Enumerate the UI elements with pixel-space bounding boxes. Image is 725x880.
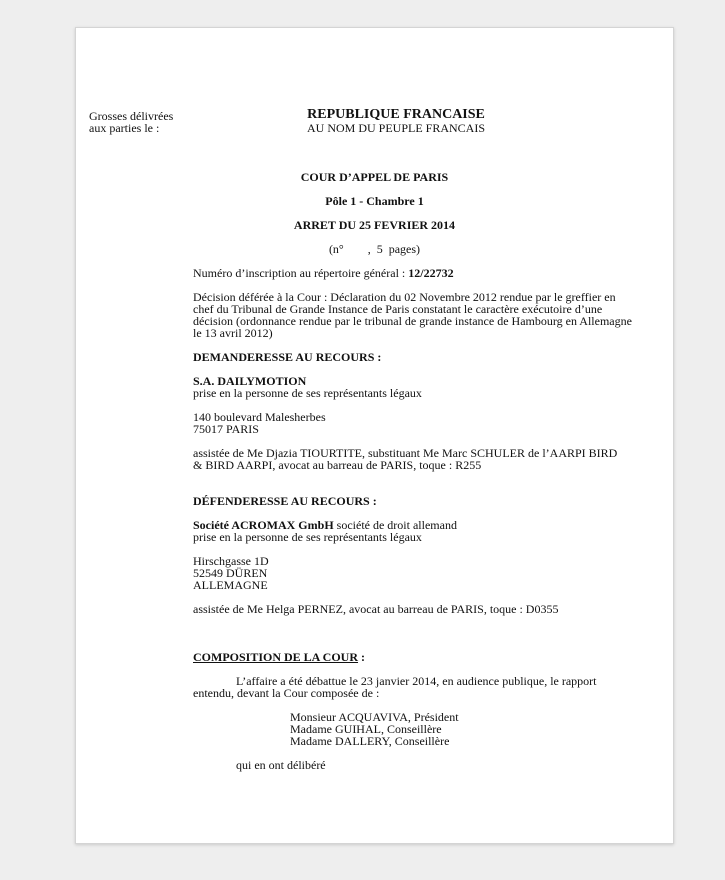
composition-para-line-1: L’affaire a été débattue le 23 janvier 2014, en audience publique, le rapport bbox=[236, 674, 597, 688]
defendant-block bbox=[193, 519, 457, 543]
decision-line-4: le 13 avril 2012) bbox=[193, 326, 273, 340]
document-header bbox=[296, 108, 496, 134]
claimant-counsel-line-2: & BIRD AARPI, avocat au barreau de PARIS, toque : R255 bbox=[193, 458, 482, 472]
defendant-counsel: assistée de Me Helga PERNEZ, avocat au barreau de PARIS, toque : D0355 bbox=[193, 602, 559, 616]
judge-1: Monsieur ACQUAVIVA, Président bbox=[290, 710, 459, 724]
defendant-representation: prise en la personne de ses représentants légaux bbox=[193, 530, 422, 544]
claimant-address bbox=[193, 411, 326, 435]
ruling-date: ARRET DU 25 FEVRIER 2014 bbox=[293, 218, 456, 232]
registry-label: Numéro d’inscription au répertoire général : bbox=[193, 266, 409, 280]
court-chamber: Pôle 1 - Chambre 1 bbox=[325, 194, 424, 208]
court-name: COUR D’APPEL DE PARIS bbox=[300, 170, 449, 184]
margin-note-line-2: aux parties le : bbox=[89, 121, 160, 135]
judges-list bbox=[290, 711, 459, 747]
claimant-counsel bbox=[193, 447, 617, 471]
judge-3: Madame DALLERY, Conseillère bbox=[290, 734, 450, 748]
composition-heading: COMPOSITION DE LA COUR bbox=[193, 650, 359, 664]
claimant-address-line-1: 140 boulevard Malesherbes bbox=[193, 410, 326, 424]
composition-heading-line bbox=[193, 651, 365, 663]
decision-line-3: décision (ordonnance rendue par le tribunal de grande instance de Hambourg en Allemagne bbox=[193, 314, 632, 328]
document-page bbox=[75, 27, 674, 844]
composition-para-line-2: entendu, devant la Cour composée de : bbox=[193, 686, 380, 700]
republic-subtitle: AU NOM DU PEUPLE FRANCAIS bbox=[306, 121, 486, 135]
defendant-name-suffix: société de droit allemand bbox=[333, 518, 457, 532]
composition-heading-suffix: : bbox=[358, 650, 366, 664]
defendant-address-line-3: ALLEMAGNE bbox=[193, 578, 268, 592]
deliberation-closing: qui en ont délibéré bbox=[236, 758, 326, 772]
claimant-name: S.A. DAILYMOTION bbox=[193, 374, 307, 388]
defendant-name: Société ACROMAX GmbH bbox=[193, 518, 334, 532]
defendant-address-line-2: 52549 DÜREN bbox=[193, 566, 268, 580]
page-count: (n° , 5 pages) bbox=[328, 242, 421, 256]
margin-note bbox=[89, 110, 173, 134]
registry-number: 12/22732 bbox=[408, 266, 454, 280]
claimant-block bbox=[193, 375, 422, 399]
claimant-heading: DEMANDERESSE AU RECOURS : bbox=[193, 350, 382, 364]
claimant-representation: prise en la personne de ses représentants légaux bbox=[193, 386, 422, 400]
defendant-address-line-1: Hirschgasse 1D bbox=[193, 554, 269, 568]
claimant-address-line-2: 75017 PARIS bbox=[193, 422, 259, 436]
decision-paragraph bbox=[193, 291, 632, 339]
decision-line-2: chef du Tribunal de Grande Instance de Paris constatant le caractère exécutoire d’une bbox=[193, 302, 603, 316]
defendant-heading: DÉFENDERESSE AU RECOURS : bbox=[193, 494, 377, 508]
claimant-counsel-line-1: assistée de Me Djazia TIOURTITE, substituant Me Marc SCHULER de l’AARPI BIRD bbox=[193, 446, 618, 460]
republic-title: REPUBLIQUE FRANCAISE bbox=[307, 107, 485, 122]
margin-note-line-1: Grosses délivrées bbox=[89, 109, 174, 123]
defendant-address bbox=[193, 555, 269, 591]
decision-line-1: Décision déférée à la Cour : Déclaration du 02 Novembre 2012 rendue par le greffier en bbox=[193, 290, 616, 304]
registry-line bbox=[193, 267, 454, 279]
judge-2: Madame GUIHAL, Conseillère bbox=[290, 722, 442, 736]
